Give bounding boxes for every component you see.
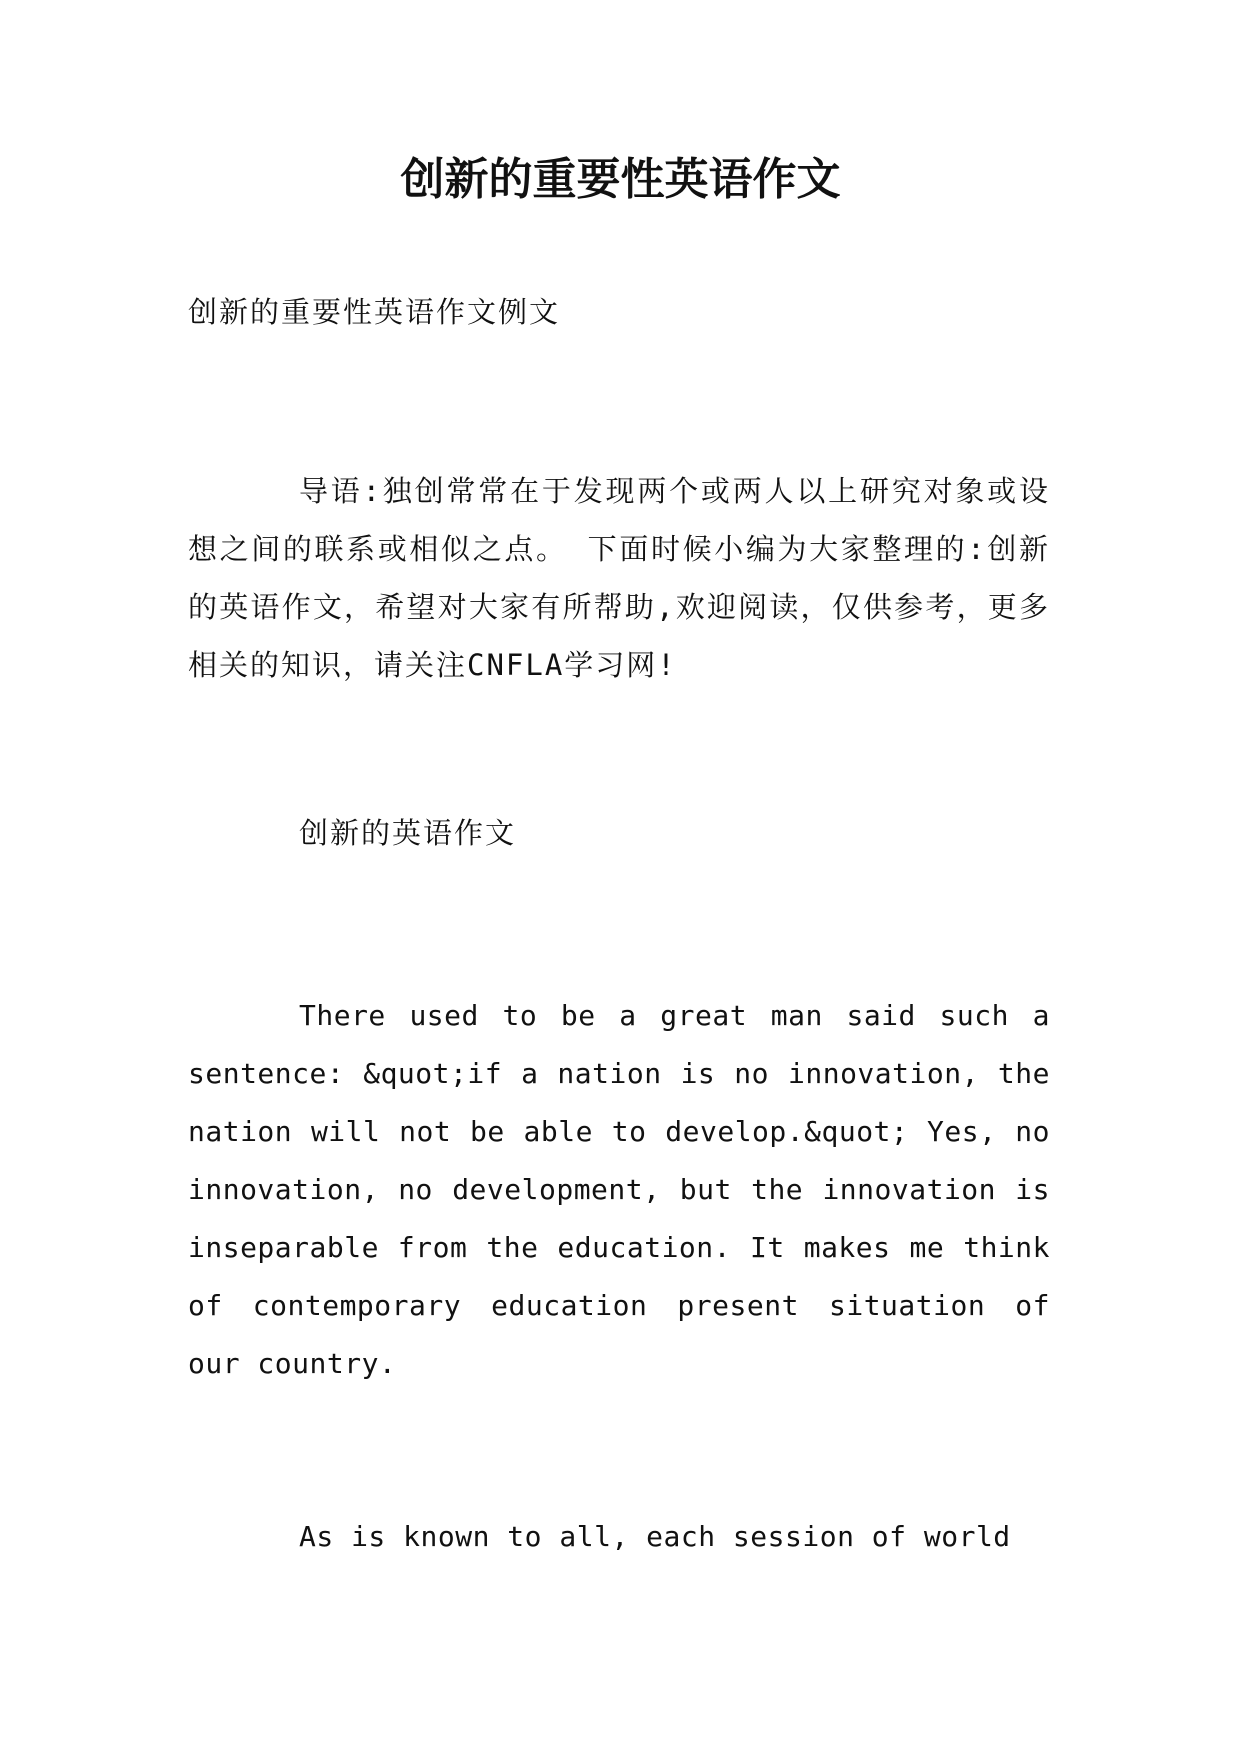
english-paragraph-2: As is known to all, each session of world <box>299 1520 1011 1553</box>
document-title: 创新的重要性英语作文 <box>400 154 841 205</box>
document-subtitle: 创新的重要性英语作文例文 <box>188 295 561 329</box>
english-paragraph-1: There used to be a great man said such a sentence: &quot;if a nation is no innovation, the nation will not be able to develop.&quot; Yes, no innovation, no development, but the innovation is inseparable from the education. It makes me think of contemporary education present situation of our country. <box>188 999 1050 1380</box>
section-heading: 创新的英语作文 <box>299 816 517 850</box>
intro-paragraph: 导语:独创常常在于发现两个或两人以上研究对象或设想之间的联系或相似之点。 下面时候小编为大家整理的:创新的英语作文，希望对大家有所帮助,欢迎阅读，仅供参考，更多相关的知识，请关注CNFLA学习网! <box>188 474 1050 682</box>
